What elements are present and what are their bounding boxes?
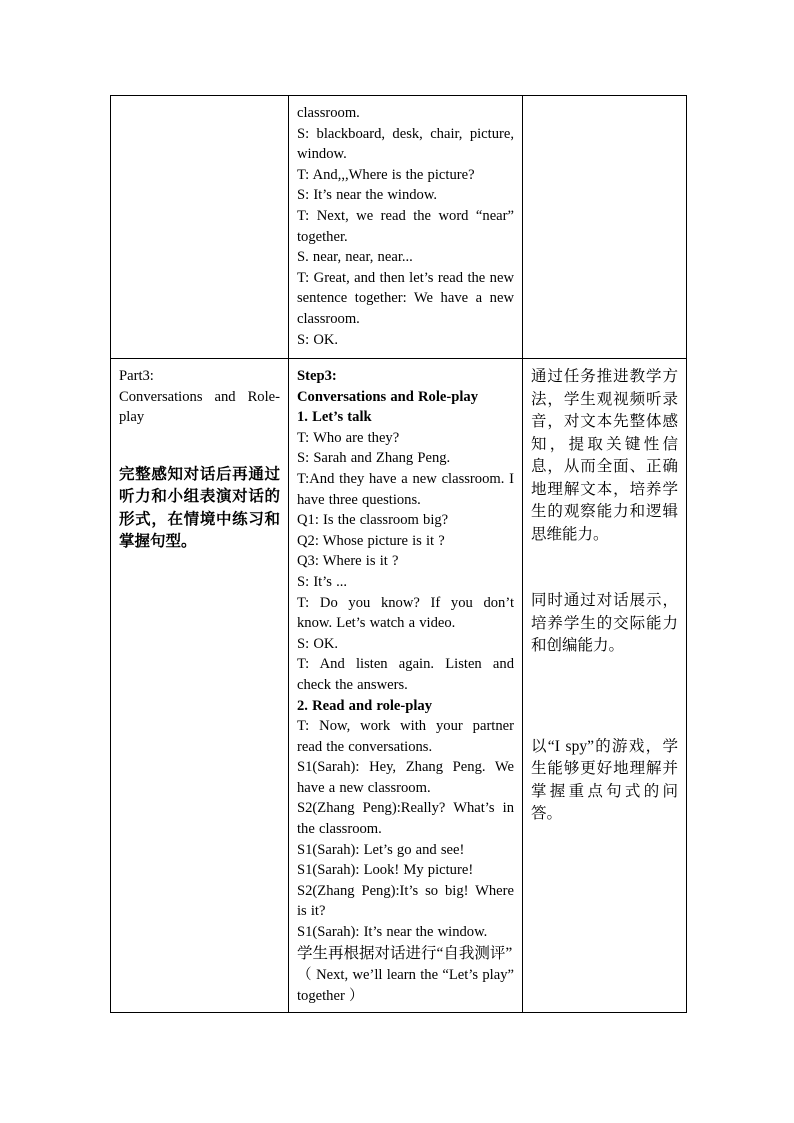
paragraph: Part3: bbox=[119, 368, 154, 384]
paragraph: T: Who are they? bbox=[297, 429, 400, 446]
paragraph: S1(Sarah): Look! My picture! bbox=[297, 862, 474, 879]
paragraph: 通过任务推进教学方法，学生观视频听录音，对文本先整体感知，提取关键性信息，从而全面、正确地理解文本，培养学生的观察能力和逻辑思维能力。 bbox=[531, 368, 678, 543]
cell-purpose-row2 bbox=[523, 359, 687, 1013]
paragraph: 完整感知对话后再通过听力和小组表演对话的形式，在情境中练习和掌握句型。 bbox=[119, 465, 280, 551]
paragraph: Step3: bbox=[297, 368, 337, 384]
paragraph: Conversations and Role-play bbox=[297, 388, 479, 405]
paragraph: S: It’s near the window. bbox=[297, 187, 438, 204]
lesson-plan-table bbox=[110, 95, 687, 1013]
paragraph: S: It’s ... bbox=[297, 573, 348, 590]
paragraph: classroom. bbox=[297, 105, 360, 121]
paragraph: T: Great, and then let’s read the new sentence together: We have a new classroom. bbox=[297, 269, 514, 327]
paragraph: Q2: Whose picture is it ? bbox=[297, 532, 445, 549]
paragraph: T: And listen again. Listen and check the answers. bbox=[297, 656, 514, 693]
paragraph: Q3: Where is it ? bbox=[297, 553, 399, 570]
paragraph: S1(Sarah): Let’s go and see! bbox=[297, 841, 465, 858]
paragraph: S: Sarah and Zhang Peng. bbox=[297, 450, 451, 467]
cell-stage-row2 bbox=[111, 359, 289, 1013]
paragraph: 同时通过对话展示，培养学生的交际能力和创编能力。 bbox=[531, 592, 678, 654]
paragraph: T: Do you know? If you don’t know. Let’s watch a video. bbox=[297, 594, 514, 632]
paragraph: S: blackboard, desk, chair, picture, window. bbox=[297, 125, 514, 163]
paragraph-gap bbox=[531, 658, 678, 736]
paragraph: 2. Read and role-play bbox=[297, 697, 433, 714]
paragraph: S: OK. bbox=[297, 635, 339, 652]
paragraph: 学生再根据对话进行“自我测评” bbox=[297, 944, 513, 962]
paragraph: T: Next, we read the word “near” together. bbox=[297, 207, 514, 245]
paragraph: Q1: Is the classroom big? bbox=[297, 512, 449, 529]
cell-procedure-row1 bbox=[289, 96, 523, 359]
paragraph: T:And they have a new classroom. I have three questions. bbox=[297, 470, 514, 508]
paragraph: 1. Let’s talk bbox=[297, 409, 372, 426]
paragraph: S1(Sarah): It’s near the window. bbox=[297, 924, 488, 941]
paragraph: S. near, near, near... bbox=[297, 249, 413, 266]
paragraph: S1(Sarah): Hey, Zhang Peng. We have a new classroom. bbox=[297, 759, 514, 796]
paragraph: （ Next, we’ll learn the “Let’s play” together ） bbox=[297, 967, 514, 1004]
table-row bbox=[111, 96, 687, 359]
table-row bbox=[111, 359, 687, 1013]
cell-procedure-row2 bbox=[289, 359, 523, 1013]
paragraph: S2(Zhang Peng):It’s so big! Where is it? bbox=[297, 882, 514, 920]
cell-stage-row1 bbox=[111, 96, 289, 359]
cell-purpose-row1 bbox=[523, 96, 687, 359]
paragraph: S: OK. bbox=[297, 331, 339, 348]
paragraph: T: And,,,Where is the picture? bbox=[297, 166, 475, 183]
paragraph-gap bbox=[119, 428, 280, 464]
paragraph: 以“I spy”的游戏，学生能够更好地理解并掌握重点句式的问答。 bbox=[531, 737, 678, 822]
paragraph: Conversations and Role-play bbox=[119, 388, 280, 426]
paragraph: T: Now, work with your partner read the conversations. bbox=[297, 718, 514, 755]
paragraph-gap bbox=[531, 546, 678, 590]
paragraph: S2(Zhang Peng):Really? What’s in the classroom. bbox=[297, 800, 514, 838]
